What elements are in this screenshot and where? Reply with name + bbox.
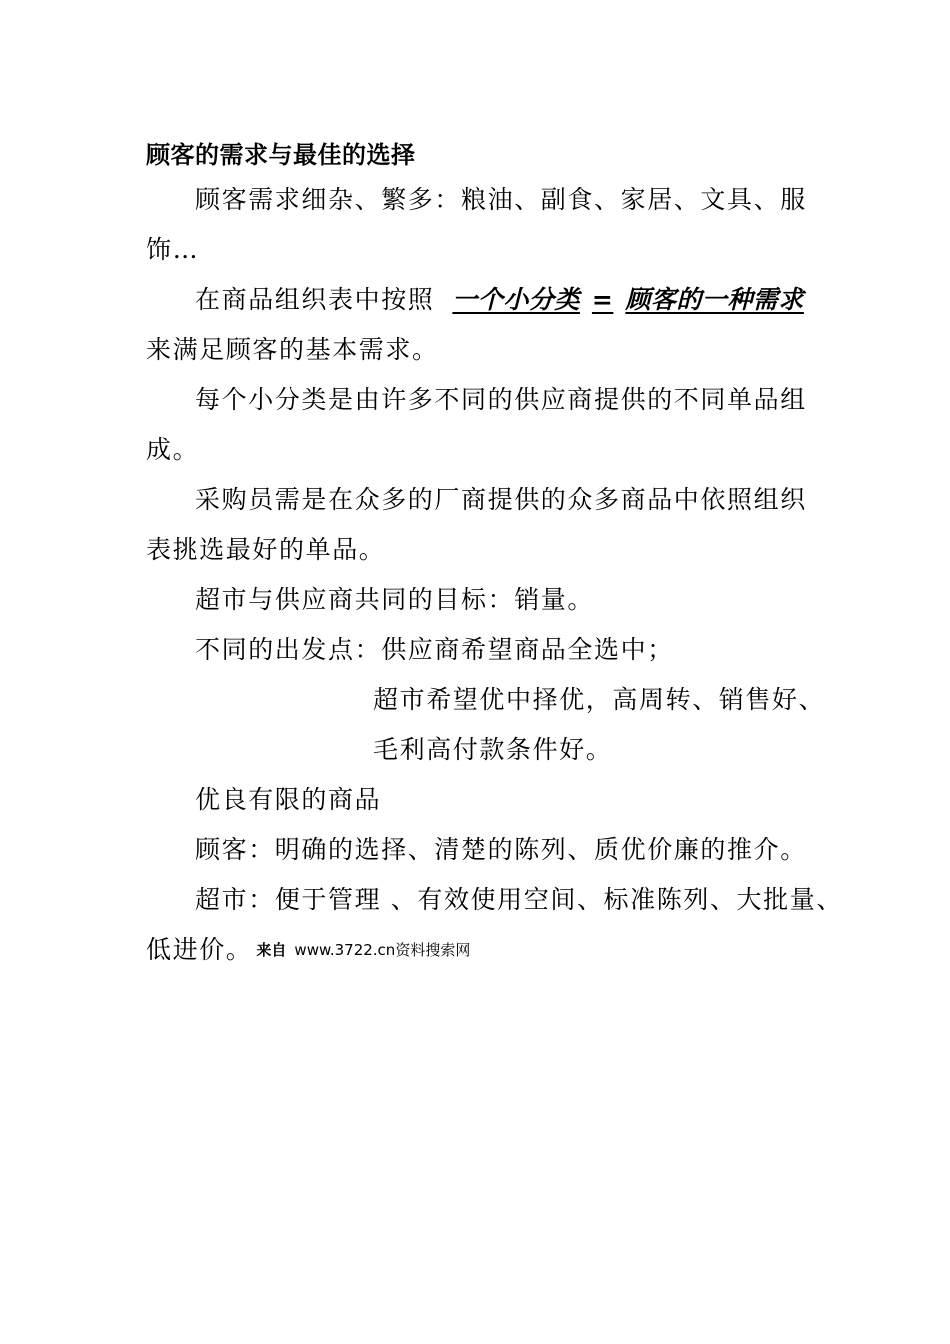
paragraph-9-line-1: 超市：便于管理 、有效使用空间、标准陈列、大批量、 xyxy=(195,885,843,914)
paragraph-6-line-1: 不同的出发点：供应商希望商品全选中； xyxy=(195,635,674,664)
source-prefix: 来自 xyxy=(256,941,287,959)
paragraph-2-line-1 xyxy=(195,284,804,316)
paragraph-1-line-1: 顾客需求细杂、繁多：粮油、副食、家居、文具、服 xyxy=(195,185,807,214)
paragraph-9-text: 低进价。 xyxy=(146,935,253,964)
emphasis-small-category: 一个小分类 xyxy=(452,285,580,314)
paragraph-1-line-2: 饰… xyxy=(146,235,200,264)
paragraph-3-line-1: 每个小分类是由许多不同的供应商提供的不同单品组 xyxy=(195,385,807,414)
paragraph-6-line-2: 超市希望优中择优，高周转、销售好、 xyxy=(373,685,826,714)
paragraph-3-line-2: 成。 xyxy=(146,435,200,464)
paragraph-6-line-3: 毛利高付款条件好。 xyxy=(373,735,613,764)
paragraph-8: 顾客：明确的选择、清楚的陈列、质优价廉的推介。 xyxy=(195,835,807,864)
paragraph-5: 超市与供应商共同的目标：销量。 xyxy=(195,585,595,614)
paragraph-4-line-2: 表挑选最好的单品。 xyxy=(146,535,386,564)
paragraph-2-line-2: 来满足顾客的基本需求。 xyxy=(146,335,439,364)
paragraph-9-line-2 xyxy=(146,934,470,966)
emphasis-customer-need: 顾客的一种需求 xyxy=(625,285,804,314)
paragraph-7: 优良有限的商品 xyxy=(195,785,382,814)
source-note xyxy=(256,941,470,959)
source-url: www.3722.cn资料搜索网 xyxy=(294,941,471,959)
paragraph-2-prefix: 在商品组织表中按照 xyxy=(195,285,435,314)
paragraph-4-line-1: 采购员需是在众多的厂商提供的众多商品中依照组织 xyxy=(195,485,807,514)
emphasis-equals: = xyxy=(591,285,614,314)
document-title: 顾客的需求与最佳的选择 xyxy=(146,140,416,169)
